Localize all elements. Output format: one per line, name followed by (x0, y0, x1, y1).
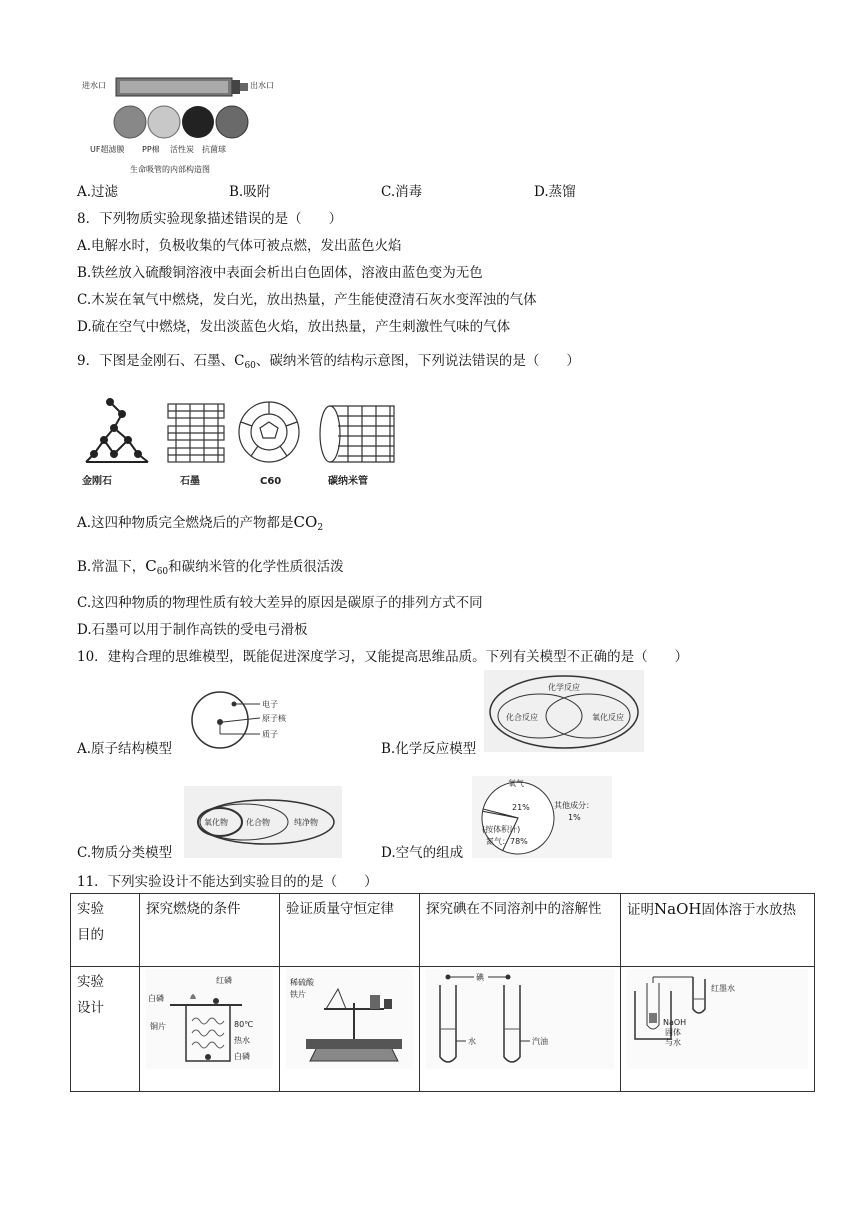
red-ink-label: 红墨水 (711, 984, 735, 993)
proton-label: 质子 (262, 730, 278, 739)
purpose-cell-4 (621, 894, 815, 967)
volume-note: (按体积计) (482, 825, 521, 834)
q10-option-d: D.空气的组成 (381, 845, 464, 861)
water-label: 水 (468, 1037, 476, 1046)
life-straw-figure (80, 68, 280, 180)
q8-stem: 8．下列物质实验现象描述错误的是（ ） (77, 211, 343, 227)
carbon-structures-figure (76, 392, 406, 494)
design-cell-4 (621, 967, 815, 1092)
air-composition-chart (472, 776, 612, 858)
q9-option-a-text: A.这四种物质完全燃烧后的产物都是 (77, 515, 294, 531)
naoh-dissolution-apparatus (627, 969, 808, 1069)
q8-option-b: B.铁丝放入硫酸铜溶液中表面会析出白色固体，溶液由蓝色变为无色 (77, 265, 483, 281)
q9-stem (77, 352, 580, 375)
oxide-label: 氧化物 (204, 818, 228, 827)
solid-label: 固体 (665, 1028, 681, 1037)
purpose-4-post: 固体溶于水放热 (701, 902, 796, 918)
purpose-4-pre: 证明 (627, 902, 654, 918)
hot-water-label: 热水 (234, 1036, 250, 1045)
purpose-header-line2: 目的 (77, 927, 104, 943)
purpose-header (71, 894, 140, 967)
nitrogen-label: 氮气：78% (486, 837, 528, 846)
chemical-reaction-model (484, 670, 644, 752)
q10-stem: 10．建构合理的思维模型，既能促进深度学习，又能提高思维品质。下列有关模型不正确的是（ ） (77, 649, 689, 665)
q9-option-b-pre: B.常温下， (77, 559, 146, 575)
reaction-label: 化学反应 (548, 683, 580, 692)
pure-substance-label: 纯净物 (294, 818, 318, 827)
c60-label: C60 (260, 476, 282, 487)
q11-stem: 11．下列实验设计不能达到实验目的的是（ ） (77, 874, 378, 890)
red-phosphorus-label: 红磷 (216, 976, 232, 985)
others-percent: 1% (568, 813, 581, 822)
q10-option-b: B.化学反应模型 (381, 741, 477, 757)
purpose-cell-1: 探究燃烧的条件 (140, 894, 280, 967)
q9-c60-sub: 60 (244, 361, 256, 371)
naoh-label: NaOH (663, 1018, 687, 1027)
nucleus-label: 原子核 (262, 714, 286, 723)
q7-option-a: A.过滤 (77, 184, 119, 200)
nanotube-label: 碳纳米管 (328, 476, 368, 487)
others-label: 其他成分： (554, 801, 594, 810)
q7-option-b: B.吸附 (229, 184, 271, 200)
purpose-cell-3: 探究碘在不同溶剂中的溶解性 (420, 894, 621, 967)
q8-option-c: C.木炭在氧气中燃烧，发白光，放出热量，产生能使澄清石灰水变浑浊的气体 (77, 292, 537, 308)
q9-stem-pre: 9．下图是金刚石、石墨、 (77, 353, 235, 369)
white-phosphorus-label-top: 白磷 (148, 994, 164, 1003)
q9-option-b-c: C (145, 557, 157, 575)
white-phosphorus-label-bottom: 白磷 (234, 1052, 250, 1061)
design-header-line1: 实验 (77, 974, 104, 990)
antibacterial-label: 抗菌球 (202, 145, 226, 154)
q10-option-c: C.物质分类模型 (77, 845, 173, 861)
dilute-acid-label: 稀硫酸 (290, 978, 314, 987)
q9-option-a (77, 513, 323, 537)
graphite-label: 石墨 (180, 476, 200, 487)
q9-option-b-post: 和碳纳米管的化学性质很活泼 (168, 559, 344, 575)
purpose-cell-2: 验证质量守恒定律 (280, 894, 420, 967)
carbon-label: 活性炭 (170, 145, 194, 154)
purpose-header-line1: 实验 (77, 901, 104, 917)
inlet-label: 进水口 (82, 81, 106, 90)
q8-option-a: A.电解水时，负极收集的气体可被点燃，发出蓝色火焰 (77, 238, 402, 254)
design-header-line2: 设计 (77, 1000, 104, 1016)
with-water-label: 与水 (665, 1038, 681, 1047)
q9-option-a-formula: CO (293, 513, 318, 531)
oxygen-percent: 21% (512, 803, 530, 812)
q7-option-c: C.消毒 (381, 184, 423, 200)
design-row (71, 967, 815, 1092)
combustion-apparatus (146, 969, 273, 1069)
atom-structure-model (190, 688, 300, 752)
design-header (71, 967, 140, 1092)
compound-label: 化合物 (246, 818, 270, 827)
mass-conservation-apparatus (286, 969, 413, 1069)
design-cell-2 (280, 967, 420, 1092)
combination-label: 化合反应 (506, 713, 538, 722)
iron-plate-label: 铁片 (290, 990, 306, 999)
q7-option-d: D.蒸馏 (534, 184, 576, 200)
q8-option-d: D.硫在空气中燃烧，发出淡蓝色火焰，放出热量，产生刺激性气味的气体 (77, 319, 511, 335)
iodine-solubility-apparatus (426, 969, 614, 1069)
experiment-table (70, 893, 815, 1092)
outlet-label: 出水口 (250, 81, 274, 90)
uf-label: UF超滤膜 (90, 145, 125, 154)
q9-option-a-sub: 2 (317, 523, 324, 533)
electron-label: 电子 (262, 700, 278, 709)
oxidation-label: 氧化反应 (592, 713, 624, 722)
gasoline-label: 汽油 (532, 1037, 548, 1046)
purpose-row (71, 894, 815, 967)
q9-option-c: C.这四种物质的物理性质有较大差异的原因是碳原子的排列方式不同 (77, 595, 483, 611)
q9-option-b-sub: 60 (156, 567, 169, 577)
q10-option-a: A.原子结构模型 (77, 741, 173, 757)
q9-option-d: D.石墨可以用于制作高铁的受电弓滑板 (77, 622, 308, 638)
design-cell-3 (420, 967, 621, 1092)
figure-caption: 生命吸管的内部构造图 (130, 165, 210, 174)
q9-c60: C (234, 353, 245, 369)
iodine-label: 碘 (476, 973, 484, 982)
q9-option-b (77, 557, 344, 581)
diamond-label: 金刚石 (82, 476, 112, 487)
q9-stem-post: 、碳纳米管的结构示意图，下列说法错误的是（ ） (255, 353, 580, 369)
substance-classification-model (184, 786, 342, 858)
design-cell-1 (140, 967, 280, 1092)
oxygen-label: 氧气 (508, 779, 524, 788)
temperature-label: 80℃ (234, 1020, 254, 1029)
pp-label: PP棉 (142, 145, 160, 154)
copper-plate-label: 铜片 (150, 1022, 166, 1031)
purpose-4-formula: NaOH (654, 900, 702, 918)
